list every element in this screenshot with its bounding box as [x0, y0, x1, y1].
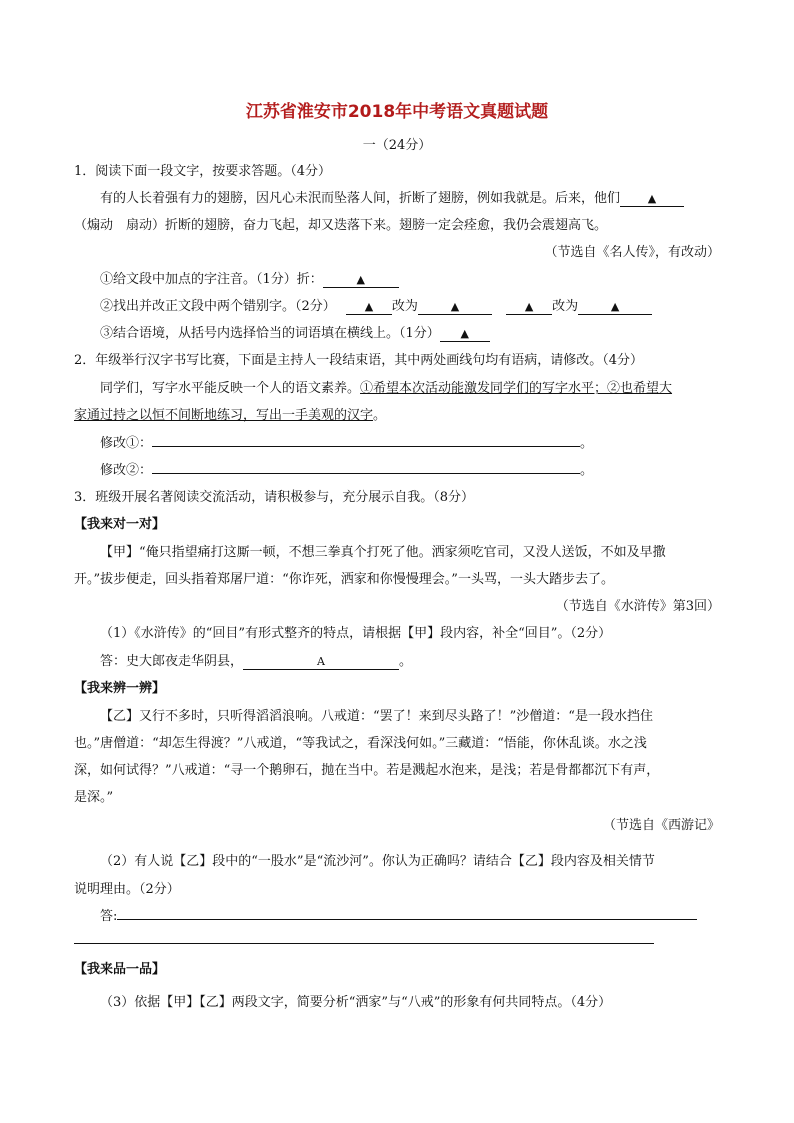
page-title: 江苏省淮安市2018年中考语文真题试题 — [245, 102, 549, 122]
q3-ans1-blank[interactable] — [243, 655, 399, 670]
q2-fix2-label: 修改②： — [100, 463, 153, 478]
q2-fix2 — [100, 459, 593, 478]
q3-ans2-answer-line-1[interactable] — [117, 919, 697, 920]
q3-yi-source: （节选自《西游记》 — [602, 818, 720, 833]
q2-passage-line2 — [74, 404, 386, 423]
q2-fix1 — [100, 432, 593, 451]
q1-stem: 1．阅读下面一段文字，按要求答题。（4分） — [74, 164, 332, 179]
q3-ans1 — [100, 650, 412, 670]
q1-sub2-blank-1[interactable] — [346, 300, 392, 315]
q2-fix1-label: 修改①： — [100, 436, 153, 451]
triangle-marker-icon: ▲ — [364, 300, 374, 313]
q3-sub2-line2: 说明理由。（2分） — [74, 882, 180, 897]
q3-sub1: （1）《水浒传》的“回目”有形式整齐的特点，请根据【甲】段内容，补全“回目”。（2分） — [100, 626, 612, 641]
q3-jia-source: （节选自《水浒传》第3回） — [555, 599, 720, 614]
q3-sub3: （3）依据【甲】【乙】两段文字，简要分析“洒家”与“八戒”的形象有何共同特点。（4分） — [100, 995, 612, 1010]
q3-heading-1: 【我来对一对】 — [74, 517, 166, 532]
q2-passage-text: 同学们，写字水平能反映一个人的语文素养。 — [100, 381, 361, 396]
q1-blank-fill[interactable] — [620, 192, 684, 207]
q1-sub3 — [100, 322, 490, 342]
q2-stem: 2．年级举行汉字书写比赛，下面是主持人一段结束语，其中两处画线句均有语病，请修改。（4分） — [74, 353, 644, 368]
q1-sub1-blank[interactable] — [323, 273, 399, 288]
q3-jia-line1: 【甲】“俺只指望痛打这厮一顿，不想三拳真个打死了他。洒家须吃官司，又没人送饭，不如及早撒 — [100, 545, 666, 560]
q1-sub2 — [100, 295, 652, 315]
triangle-marker-icon: ▲ — [647, 192, 657, 205]
q2-fix1-period: 。 — [580, 436, 594, 451]
q3-yi-line3: 深，如何试得？”八戒道：“寻一个鹅卵石，抛在当中。若是溅起水泡来，是浅；若是骨都都沉下有声， — [74, 763, 660, 778]
answer-placeholder-mark: A — [317, 655, 325, 668]
q1-sub2-blank-4[interactable] — [578, 300, 652, 315]
q3-heading-3: 【我来品一品】 — [74, 962, 166, 977]
section-heading: 一（24分） — [362, 138, 432, 153]
q3-stem: 3．班级开展名著阅读交流活动，请积极参与，充分展示自我。（8分） — [74, 490, 475, 505]
q3-yi-line1: 【乙】又行不多时，只听得滔滔浪响。八戒道：“罢了！来到尽头路了！”沙僧道：“是一段水挡住 — [100, 709, 653, 724]
triangle-marker-icon: ▲ — [524, 300, 534, 313]
triangle-marker-icon: ▲ — [610, 300, 620, 313]
q1-sub1-text: ①给文段中加点的字注音。（1分）折： — [100, 272, 323, 287]
q1-sub1 — [100, 268, 399, 288]
q2-underlined-sentence-2: 家通过持之以恒不间断地练习，写出一手美观的汉字 — [74, 408, 374, 423]
triangle-marker-icon: ▲ — [450, 300, 460, 313]
q1-sub3-blank[interactable] — [440, 327, 490, 342]
q1-passage-text: 有的人长着强有力的翅膀，因凡心未泯而坠落人间，折断了翅膀，例如我就是。后来，他们 — [100, 191, 621, 206]
q1-sub2-blank-2[interactable] — [418, 300, 492, 315]
q2-fix2-answer-line[interactable] — [152, 473, 580, 474]
q1-passage-line1 — [100, 187, 684, 207]
q3-ans1-period: 。 — [399, 654, 413, 669]
change-to-label: 改为 — [391, 299, 418, 314]
q2-fix2-period: 。 — [580, 463, 594, 478]
q1-sub2-blank-3[interactable] — [506, 300, 552, 315]
triangle-marker-icon: ▲ — [460, 327, 470, 340]
q3-yi-line4: 是深。” — [74, 790, 114, 805]
q3-ans1-label: 答：史大郎夜走华阴县， — [100, 654, 244, 669]
q2-underlined-sentence-1: ①希望本次活动能激发同学们的写字水平；②也希望大 — [360, 381, 673, 396]
change-to-label: 改为 — [552, 299, 579, 314]
q1-source: （节选自《名人传》，有改动） — [544, 245, 720, 260]
q3-ans2-label: 答: — [100, 909, 118, 924]
q3-sub2-line1: （2）有人说【乙】段中的“一股水”是“流沙河”。你认为正确吗？请结合【乙】段内容及相关情节 — [100, 854, 655, 869]
q3-jia-line2: 开。”拔步便走，回头指着郑屠尸道：“你诈死，洒家和你慢慢理会。”一头骂，一头大踏步去了。 — [74, 572, 614, 587]
q2-period: 。 — [373, 408, 387, 423]
q1-sub3-text: ③结合语境，从括号内选择恰当的词语填在横线上。（1分） — [100, 326, 440, 341]
q1-sub2-text: ②找出并改正文段中两个错别字。（2分） — [100, 299, 336, 314]
q2-passage-line1 — [100, 377, 672, 396]
q1-passage-line2: （煽动 扇动）折断的翅膀，奋力飞起，却又迭落下来。翅膀一定会痊愈，我仍会震翅高飞。 — [74, 218, 608, 233]
q3-heading-2: 【我来辨一辨】 — [74, 681, 166, 696]
q3-ans2-answer-line-2[interactable] — [74, 943, 654, 944]
q3-ans2 — [100, 905, 697, 924]
triangle-marker-icon: ▲ — [356, 273, 366, 286]
q3-yi-line2: 也。”唐僧道：“却怎生得渡？”八戒道，“等我试之，看深浅何如。”三藏道：“悟能，你休乱谈。水之浅 — [74, 736, 647, 751]
q2-fix1-answer-line[interactable] — [152, 446, 580, 447]
